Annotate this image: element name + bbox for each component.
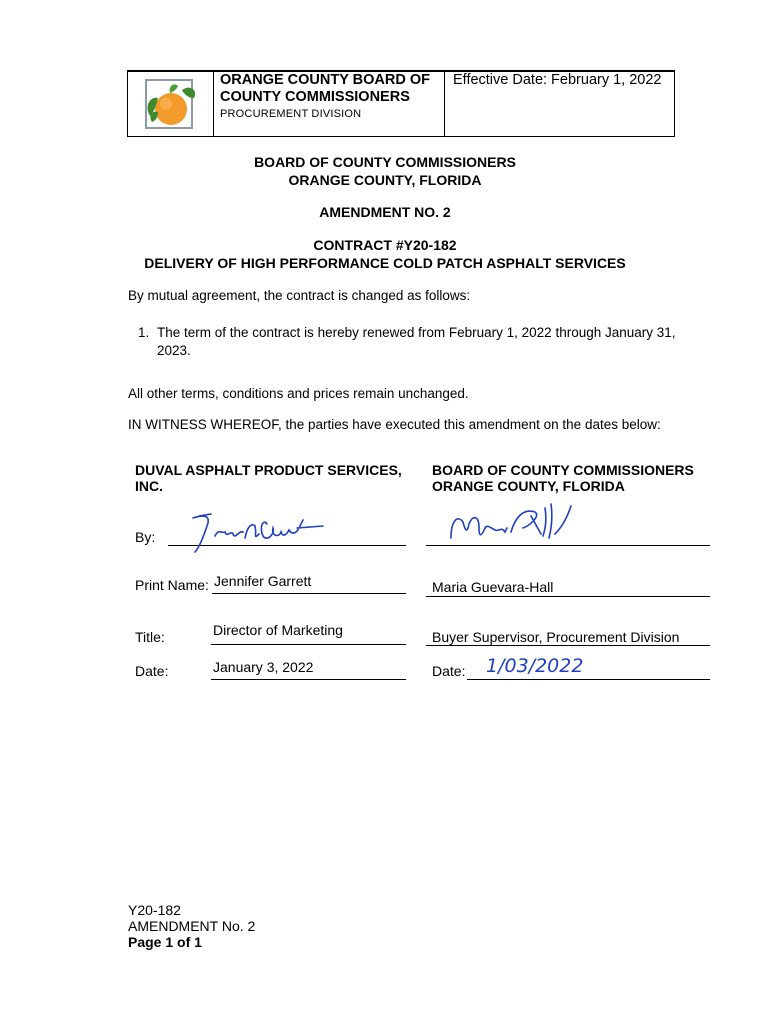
organization-name <box>220 72 442 106</box>
by-label: By: <box>135 529 156 545</box>
other-terms-text: All other terms, conditions and prices remain unchanged. <box>128 386 469 401</box>
right-signature <box>445 498 595 550</box>
title-contract: CONTRACT #Y20-182 <box>313 237 457 253</box>
right-party-name-1: BOARD OF COUNTY COMMISSIONERS <box>432 462 694 478</box>
witness-text: IN WITNESS WHEREOF, the parties have executed this amendment on the dates below: <box>128 417 661 432</box>
effective-date-cell <box>445 72 674 136</box>
item-line-1: The term of the contract is hereby renewed from February 1, 2022 through January 31, <box>157 325 676 340</box>
intro-text: By mutual agreement, the contract is changed as follows: <box>128 288 471 303</box>
left-date-line <box>211 679 406 680</box>
organization-cell <box>214 72 445 136</box>
header-table <box>127 70 675 137</box>
right-date-line <box>467 679 710 680</box>
right-title: Buyer Supervisor, Procurement Division <box>432 629 680 645</box>
title-label: Title: <box>135 629 165 645</box>
footer-page: Page 1 of 1 <box>128 934 202 950</box>
left-print-name: Jennifer Garrett <box>214 573 312 589</box>
title-amendment: AMENDMENT NO. 2 <box>319 204 451 220</box>
right-print-name-line <box>426 596 710 597</box>
right-title-line <box>426 645 710 646</box>
logo-cell <box>128 72 214 136</box>
left-party-name-2: INC. <box>135 478 163 494</box>
print-name-label: Print Name: <box>135 577 209 593</box>
division-name: PROCUREMENT DIVISION <box>220 108 362 120</box>
org-line-1: ORANGE COUNTY BOARD OF <box>220 72 430 88</box>
footer-contract: Y20-182 <box>128 902 181 918</box>
item-line-2: 2023. <box>157 343 191 358</box>
org-line-2: COUNTY COMMISSIONERS <box>220 89 410 105</box>
orange-fruit-icon <box>140 76 200 134</box>
left-date-label: Date: <box>135 663 169 679</box>
title-board: BOARD OF COUNTY COMMISSIONERS <box>254 154 516 170</box>
left-title: Director of Marketing <box>213 622 343 638</box>
effective-date: Effective Date: February 1, 2022 <box>453 72 662 88</box>
title-county: ORANGE COUNTY, FLORIDA <box>288 172 482 188</box>
left-date: January 3, 2022 <box>213 659 314 675</box>
left-signature <box>185 508 330 556</box>
footer-amendment: AMENDMENT No. 2 <box>128 918 256 934</box>
right-party-name-2: ORANGE COUNTY, FLORIDA <box>432 478 625 494</box>
footer <box>128 902 255 950</box>
right-print-name: Maria Guevara-Hall <box>432 579 554 595</box>
left-title-line <box>211 644 406 645</box>
item-number: 1. <box>138 325 150 340</box>
right-date-label: Date: <box>432 663 466 679</box>
left-party-name-1: DUVAL ASPHALT PRODUCT SERVICES, <box>135 462 402 478</box>
left-print-name-line <box>212 593 406 594</box>
title-service: DELIVERY OF HIGH PERFORMANCE COLD PATCH ASPHALT SERVICES <box>144 255 626 271</box>
right-date-handwritten: 1/03/2022 <box>486 655 584 677</box>
